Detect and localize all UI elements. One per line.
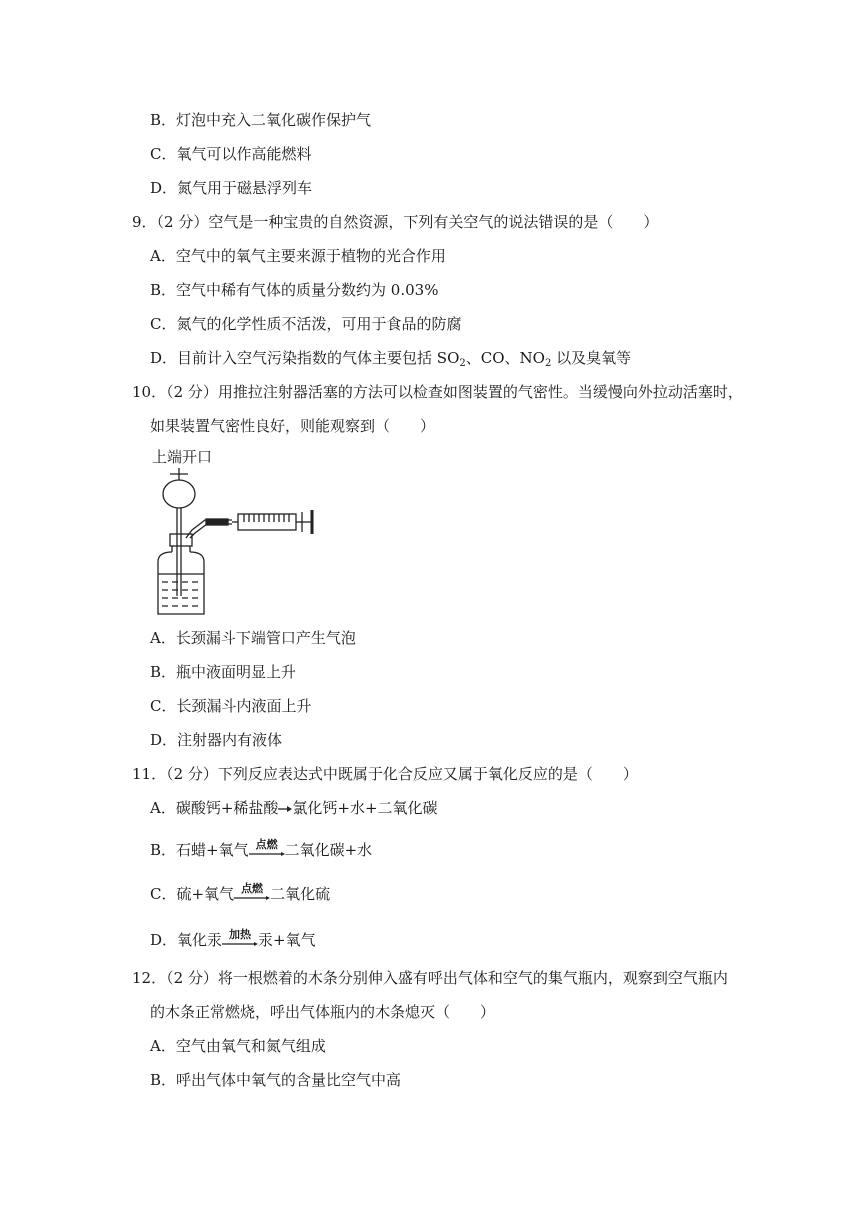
q9-option-b: B．空气中稀有气体的质量分数约为 0.03% <box>150 281 439 299</box>
q11-option-d: D．氧化汞 加热 汞+氧气 <box>150 930 316 951</box>
right-arrow-icon <box>249 851 285 857</box>
q9-option-d: D．目前计入空气污染指数的气体主要包括 $SO_2$、CO、$NO_2$ 以及臭氧等 <box>150 349 632 369</box>
q10-option-d: D．注射器内有液体 <box>150 731 283 749</box>
right-arrow-icon <box>222 941 258 947</box>
q10-option-a: A．长颈漏斗下端管口产生气泡 <box>150 629 356 647</box>
q12-option-b: B．呼出气体中氧气的含量比空气中高 <box>150 1071 402 1089</box>
q11-option-a: A．碳酸钙+稀盐酸 氯化钙+水+二氧化碳 <box>150 799 438 817</box>
q12-option-a: A．空气由氧气和氮气组成 <box>150 1037 326 1055</box>
reaction-arrow <box>249 838 285 861</box>
q12-stem-line2: 的木条正常燃烧，呼出气体瓶内的木条熄灭（ ） <box>150 1003 496 1021</box>
q11-option-b: B．石蜡+氧气 点燃 二氧化碳+水 <box>150 840 372 861</box>
q11-option-c: C．硫+氧气 点燃 二氧化硫 <box>150 884 330 905</box>
figure-label: 上端开口 <box>152 448 213 466</box>
reaction-condition: 加热 <box>229 928 252 941</box>
q8-option-d: D．氮气用于磁悬浮列车 <box>150 179 313 197</box>
reaction-condition: 点燃 <box>255 838 278 851</box>
q10-stem-line2: 如果装置气密性良好，则能观察到（ ） <box>150 417 436 435</box>
apparatus-drawing <box>150 446 330 618</box>
reaction-condition: 点燃 <box>241 882 264 895</box>
reaction-arrow <box>234 882 270 905</box>
q12-stem-line1: 12．（2 分）将一根燃着的木条分别伸入盛有呼出气体和空气的集气瓶内，观察到空气瓶内 <box>132 969 728 987</box>
q10-option-c: C．长颈漏斗内液面上升 <box>150 697 312 715</box>
q9-option-a: A．空气中的氧气主要来源于植物的光合作用 <box>150 247 446 265</box>
q11-stem: 11．（2 分）下列反应表达式中既属于化合反应又属于氧化反应的是（ ） <box>132 765 638 783</box>
q10-option-b: B．瓶中液面明显上升 <box>150 663 297 681</box>
q8-option-b: B．灯泡中充入二氧化碳作保护气 <box>150 111 372 129</box>
q10-stem-line1: 10．（2 分）用推拉注射器活塞的方法可以检查如图装置的气密性。当缓慢向外拉动活塞时， <box>132 383 743 401</box>
right-arrow-icon <box>278 804 292 814</box>
right-arrow-icon <box>234 895 270 901</box>
q9-stem: 9．（2 分）空气是一种宝贵的自然资源，下列有关空气的说法错误的是（ ） <box>132 213 659 231</box>
q9-option-c: C．氮气的化学性质不活泼，可用于食品的防腐 <box>150 315 462 333</box>
reaction-arrow <box>222 928 258 951</box>
airtightness-apparatus-figure <box>150 446 330 618</box>
q8-option-c: C．氧气可以作高能燃料 <box>150 145 312 163</box>
